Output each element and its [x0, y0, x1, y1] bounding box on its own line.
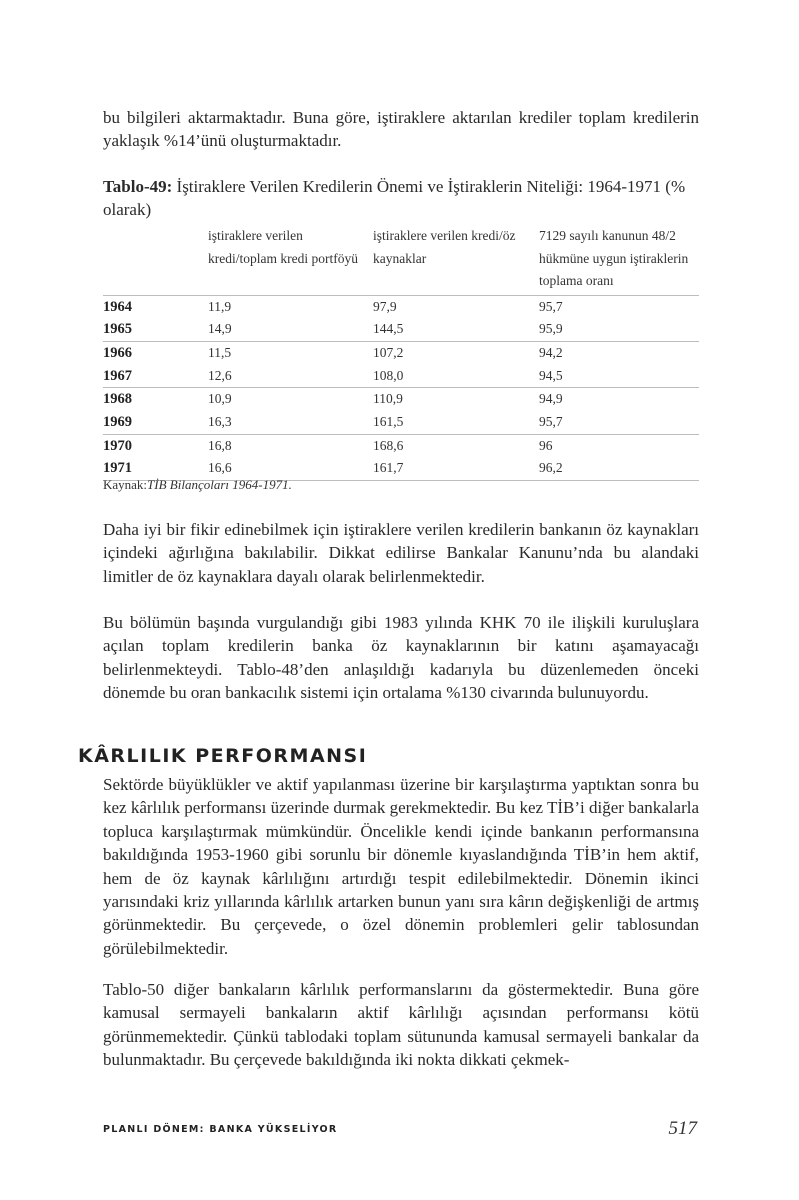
cell-compliant-ratio: 95,9 — [539, 318, 699, 341]
table-row — [103, 318, 699, 341]
paragraph-2-text: Daha iyi bir fikir edinebilmek için iştiraklere verilen kredilerin bankanın öz kaynakları içindeki ağırlığına bakılabilir. Dikkat edilirse Bankalar Kanunu’nda bu alandaki limitler de öz kaynaklara dayalı olarak belirlenmektedir. — [103, 520, 699, 586]
cell-credit-portfolio: 12,6 — [208, 365, 373, 388]
table-row — [103, 388, 699, 411]
table-header-row — [103, 225, 699, 295]
cell-compliant-ratio: 94,5 — [539, 365, 699, 388]
data-table — [103, 225, 699, 481]
row-year: 1967 — [103, 365, 208, 388]
cell-credit-portfolio: 11,9 — [208, 298, 232, 314]
header-credit-portfolio-ratio: iştiraklere verilen kredi/toplam kredi portföyü — [208, 225, 373, 295]
cell-compliant-ratio: 94,9 — [539, 391, 563, 407]
table-label: Tablo-49: — [103, 177, 173, 196]
paragraph-intro-text: bu bilgileri aktarmaktadır. Buna göre, iştiraklere aktarılan krediler toplam kredilerin yaklaşık %14’ünü oluşturmaktadır. — [103, 108, 699, 151]
cell-compliant-ratio: 96,2 — [539, 457, 699, 480]
cell-credit-equity: 107,2 — [373, 344, 404, 360]
cell-credit-portfolio: 16,3 — [208, 411, 373, 434]
header-compliant-affiliates-ratio: 7129 sayılı kanunun 48/2 hükmüne uygun iştiraklerin toplama oranı — [539, 225, 699, 295]
row-year: 1971 — [103, 457, 208, 480]
cell-credit-equity: 144,5 — [373, 318, 539, 341]
paragraph-5-text: Tablo-50 diğer bankaların kârlılık performanslarını da göstermektedir. Buna göre kamusal sermayeli bankaların aktif kârlılığı açısından performansı kötü görünmemektedir. Çünkü tablodaki toplam sütununda kamusal sermayeli bankalar da bulunmaktadır. Bu çerçevede bakıldığında iki nokta dikkati çekmek- — [103, 980, 699, 1070]
table-row — [103, 295, 699, 318]
paragraph-4 — [103, 773, 699, 960]
cell-credit-portfolio: 14,9 — [208, 318, 373, 341]
paragraph-4-text: Sektörde büyüklükler ve aktif yapılanması üzerine bir karşılaştırma yaptıktan sonra bu kez kârlılık performansı üzerinde durmak gerekmektedir. Bu kez TİB’i diğer bankalarla topluca karşılaştırmak mümkündür. Öncelikle kendi içinde bankanın performansına bakıldığında 1953-1960 gibi sorunlu bir dönemle kıyaslandığında TİB’in hem aktif, hem de öz kaynak kârlılığını artırdığı tespit edilebilmektedir. Dönemin ikinci yarısındaki kriz yıllarında kârlılık artarken bunun yanı sıra kârın değişkenliği de artmış görünmektedir. Bu çerçevede, o özel dönemin problemleri gelir tablosundan görülebilmektedir. — [103, 775, 699, 958]
row-year: 1968 — [103, 391, 132, 408]
cell-credit-equity: 161,7 — [373, 457, 539, 480]
paragraph-2 — [103, 518, 699, 588]
table-row — [103, 434, 699, 457]
paragraph-3-text: Bu bölümün başında vurgulandığı gibi 1983 yılında KHK 70 ile ilişkili kuruluşlara açılan toplam kredilerin banka öz kaynaklarının bir katını aşamayacağı belirlenmekteydi. Tablo-48’den anlaşıldığı kadarıyla bu düzenlemeden önceki dönemde bu oran bankacılık sistemi için ortalama %130 civarında bulunuyordu. — [103, 613, 699, 703]
table-row — [103, 411, 699, 434]
row-year: 1970 — [103, 437, 132, 454]
paragraph-intro — [103, 106, 699, 153]
cell-credit-equity: 168,6 — [373, 437, 404, 453]
table-title: İştiraklere Verilen Kredilerin Önemi ve İştiraklerin Niteliği: 1964-1971 (% olarak) — [103, 177, 686, 219]
cell-compliant-ratio: 95,7 — [539, 298, 563, 314]
row-year: 1966 — [103, 344, 132, 361]
table-caption — [103, 176, 699, 221]
source-text: TİB Bilançoları 1964-1971. — [147, 477, 292, 492]
row-year: 1964 — [103, 298, 132, 315]
section-heading: KÂRLILIK PERFORMANSI — [78, 745, 368, 767]
cell-credit-equity: 161,5 — [373, 411, 539, 434]
cell-compliant-ratio: 95,7 — [539, 411, 699, 434]
cell-credit-portfolio: 16,6 — [208, 457, 373, 480]
cell-credit-equity: 97,9 — [373, 298, 397, 314]
table-source — [103, 477, 292, 493]
cell-credit-portfolio: 11,5 — [208, 344, 232, 360]
cell-credit-portfolio: 10,9 — [208, 391, 232, 407]
cell-compliant-ratio: 96 — [539, 437, 553, 453]
row-year: 1969 — [103, 411, 208, 434]
page-number: 517 — [668, 1118, 697, 1139]
cell-compliant-ratio: 94,2 — [539, 344, 563, 360]
cell-credit-equity: 110,9 — [373, 391, 403, 407]
cell-credit-portfolio: 16,8 — [208, 437, 232, 453]
running-footer-title: PLANLI DÖNEM: BANKA YÜKSELİYOR — [103, 1124, 338, 1135]
table-row — [103, 365, 699, 388]
source-label: Kaynak: — [103, 477, 148, 492]
paragraph-3 — [103, 611, 699, 705]
row-year: 1965 — [103, 318, 208, 341]
paragraph-5 — [103, 978, 699, 1072]
header-credit-equity-ratio: iştiraklere verilen kredi/öz kaynaklar — [373, 225, 539, 295]
cell-credit-equity: 108,0 — [373, 365, 539, 388]
table-row — [103, 341, 699, 364]
header-year — [103, 225, 208, 295]
